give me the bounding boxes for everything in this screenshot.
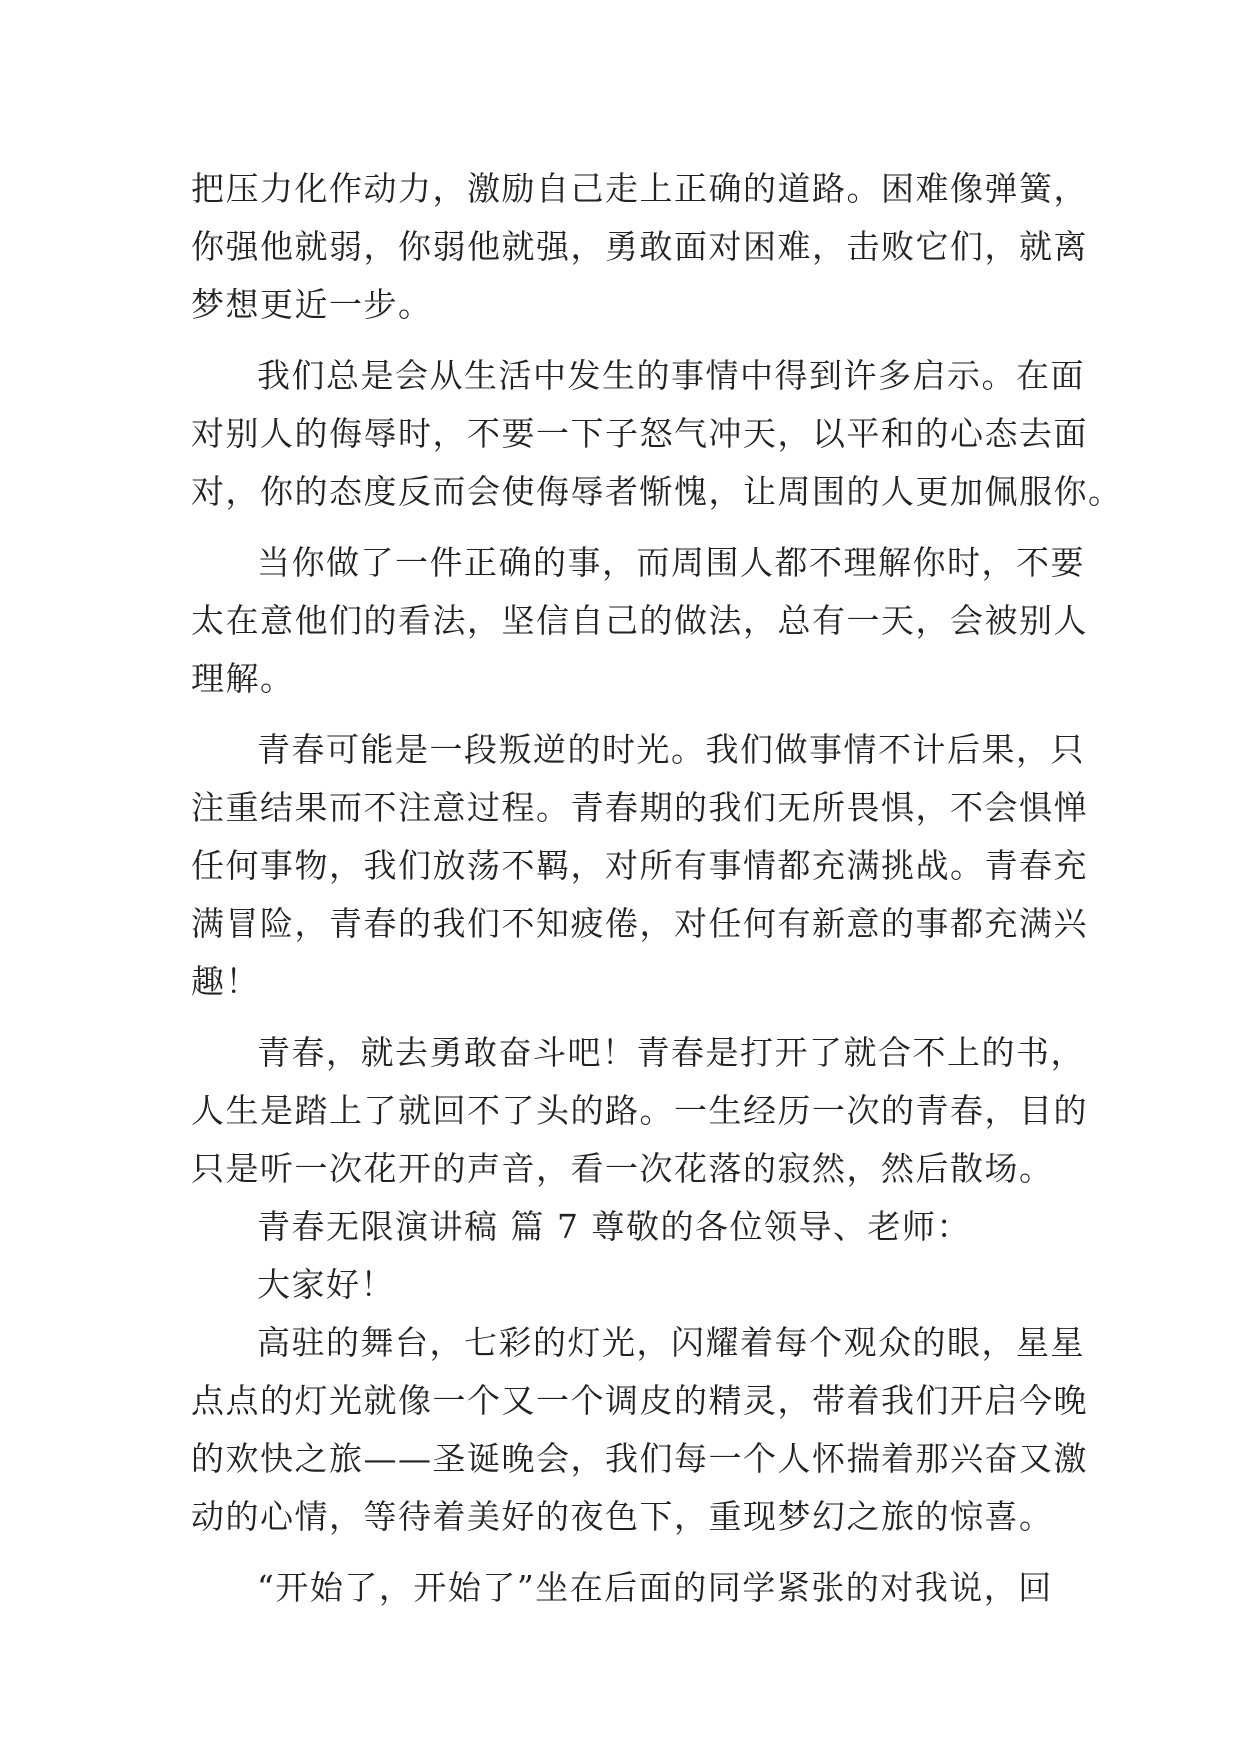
text-line: 我们总是会从生活中发生的事情中得到许多启示。在面 xyxy=(257,356,1085,395)
text-line: 趣！ xyxy=(191,962,260,1001)
text-line: 当你做了一件正确的事，而周围人都不理解你时，不要 xyxy=(257,543,1085,582)
text-line: “开始了，开始了”坐在后面的同学紧张的对我说，回 xyxy=(257,1568,1053,1607)
text-line: 对别人的侮辱时，不要一下子怒气冲天，以平和的心态去面 xyxy=(191,414,1088,453)
paragraph-4 xyxy=(191,721,1088,1011)
paragraph-7 xyxy=(191,1559,1051,1617)
text-line: 把压力化作动力，激励自己走上正确的道路。困难像弹簧， xyxy=(191,169,1088,208)
text-line: 注重结果而不注意过程。青春期的我们无所畏惧，不会惧惮 xyxy=(191,788,1088,827)
text-line: 理解。 xyxy=(191,659,295,698)
greeting xyxy=(191,1256,1051,1314)
text-line: 青春可能是一段叛逆的时光。我们做事情不计后果，只 xyxy=(257,730,1085,769)
paragraph-3 xyxy=(191,534,1088,708)
paragraph-2 xyxy=(191,347,1123,521)
text-line: 太在意他们的看法，坚信自己的做法，总有一天，会被别人 xyxy=(191,601,1088,640)
text-line: 你强他就弱，你弱他就强，勇敢面对困难，击败它们，就离 xyxy=(191,227,1088,266)
text-line: 人生是踏上了就回不了头的路。一生经历一次的青春，目的 xyxy=(191,1091,1088,1130)
speech-title-line: 青春无限演讲稿 篇 7 尊敬的各位领导、老师： xyxy=(257,1207,971,1246)
section-heading xyxy=(191,1198,1051,1256)
text-line: 的欢快之旅——圣诞晚会，我们每一个人怀揣着那兴奋又激 xyxy=(191,1439,1088,1478)
text-line: 梦想更近一步。 xyxy=(191,285,433,324)
paragraph-6 xyxy=(191,1314,1088,1546)
text-line: 对，你的态度反而会使侮辱者惭愧，让周围的人更加佩服你。 xyxy=(191,472,1123,511)
text-line: 任何事物，我们放荡不羁，对所有事情都充满挑战。青春充 xyxy=(191,846,1088,885)
text-line: 满冒险，青春的我们不知疲倦，对任何有新意的事都充满兴 xyxy=(191,904,1088,943)
text-line: 高驻的舞台，七彩的灯光，闪耀着每个观众的眼，星星 xyxy=(257,1323,1085,1362)
document-page xyxy=(191,160,1123,1617)
text-line: 青春，就去勇敢奋斗吧！青春是打开了就合不上的书， xyxy=(257,1033,1085,1072)
text-line: 点点的灯光就像一个又一个调皮的精灵，带着我们开启今晚 xyxy=(191,1381,1088,1420)
text-line: 动的心情，等待着美好的夜色下，重现梦幻之旅的惊喜。 xyxy=(191,1497,1054,1536)
text-line: 只是听一次花开的声音，看一次花落的寂然，然后散场。 xyxy=(191,1149,1054,1188)
paragraph-5 xyxy=(191,1024,1088,1198)
greeting-line: 大家好！ xyxy=(257,1265,395,1304)
paragraph-1 xyxy=(191,160,1088,334)
